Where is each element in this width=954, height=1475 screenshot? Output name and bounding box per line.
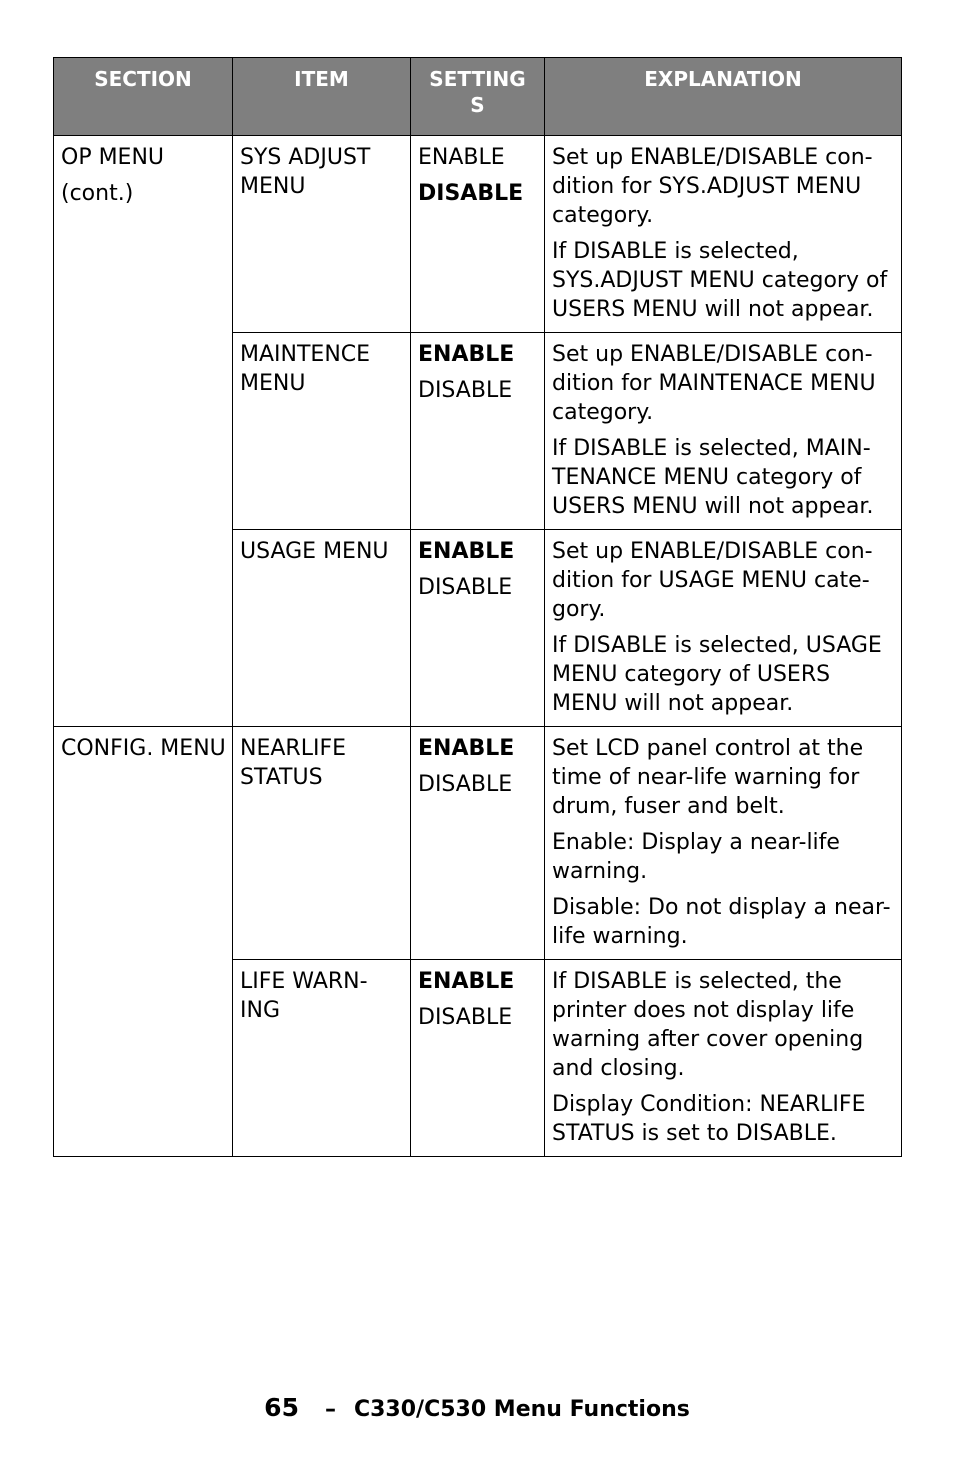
table-row — [54, 136, 902, 333]
explanation-paragraph: Set up ENABLE/DISABLE con- dition for MAINTENACE MENU category. — [552, 342, 876, 425]
header-settings — [411, 58, 545, 136]
settings-cell — [411, 727, 545, 960]
explanation-cell — [545, 136, 902, 333]
explanation-paragraph: Disable: Do not display a near-life warning. — [552, 895, 891, 949]
header-section: SECTION — [54, 58, 233, 136]
setting-value: DISABLE — [418, 1005, 513, 1030]
header-item: ITEM — [233, 58, 411, 136]
setting-default-value: ENABLE — [418, 969, 515, 994]
setting-value: DISABLE — [418, 378, 513, 403]
explanation-cell — [545, 333, 902, 530]
setting-default-value: ENABLE — [418, 736, 515, 761]
item-cell: USAGE MENU — [233, 530, 411, 727]
table-body — [54, 136, 902, 1157]
setting-default-value: ENABLE — [418, 342, 515, 367]
setting-value: DISABLE — [418, 772, 513, 797]
item-cell: LIFE WARN- ING — [233, 960, 411, 1157]
settings-cell — [411, 136, 545, 333]
setting-value: DISABLE — [418, 575, 513, 600]
item-cell: MAINTENCE MENU — [233, 333, 411, 530]
setting-default-value: ENABLE — [418, 539, 515, 564]
table-row — [54, 727, 902, 960]
header-settings-line-1: SETTING — [429, 67, 526, 91]
explanation-cell — [545, 727, 902, 960]
page-footer — [0, 1393, 954, 1422]
section-cell — [54, 727, 233, 1157]
setting-value: ENABLE — [418, 145, 505, 170]
header-settings-line-2: S — [470, 93, 485, 117]
settings-cell — [411, 333, 545, 530]
item-cell: NEARLIFE STATUS — [233, 727, 411, 960]
explanation-cell — [545, 530, 902, 727]
section-cell — [54, 136, 233, 727]
explanation-paragraph: If DISABLE is selected, MAIN- TENANCE MENU category of USERS MENU will not appear. — [552, 436, 874, 519]
explanation-paragraph: Set up ENABLE/DISABLE con- dition for SYS.ADJUST MENU category. — [552, 145, 873, 228]
menu-functions-table — [53, 57, 902, 1157]
explanation-paragraph: If DISABLE is selected, USAGE MENU category of USERS MENU will not appear. — [552, 633, 882, 716]
explanation-paragraph: Display Condition: NEARLIFE STATUS is set to DISABLE. — [552, 1092, 866, 1146]
settings-cell — [411, 530, 545, 727]
explanation-paragraph: Enable: Display a near-life warning. — [552, 830, 840, 884]
page-number: 65 — [264, 1393, 299, 1422]
explanation-cell — [545, 960, 902, 1157]
table-header-row — [54, 58, 902, 136]
section-name: CONFIG. MENU — [61, 736, 226, 761]
item-cell: SYS ADJUST MENU — [233, 136, 411, 333]
explanation-paragraph: Set LCD panel control at the time of near-life warning for drum, fuser and belt. — [552, 736, 864, 819]
section-name: (cont.) — [61, 181, 134, 206]
section-name: OP MENU — [61, 145, 165, 170]
settings-cell — [411, 960, 545, 1157]
setting-default-value: DISABLE — [418, 181, 524, 206]
footer-title: C330/C530 Menu Functions — [353, 1397, 690, 1422]
header-explanation: EXPLANATION — [545, 58, 902, 136]
explanation-paragraph: If DISABLE is selected, the printer does not display life warning after cover opening and closing. — [552, 969, 864, 1081]
explanation-paragraph: If DISABLE is selected, SYS.ADJUST MENU category of USERS MENU will not appear. — [552, 239, 888, 322]
explanation-paragraph: Set up ENABLE/DISABLE con- dition for USAGE MENU cate- gory. — [552, 539, 873, 622]
footer-separator: – — [324, 1397, 336, 1422]
